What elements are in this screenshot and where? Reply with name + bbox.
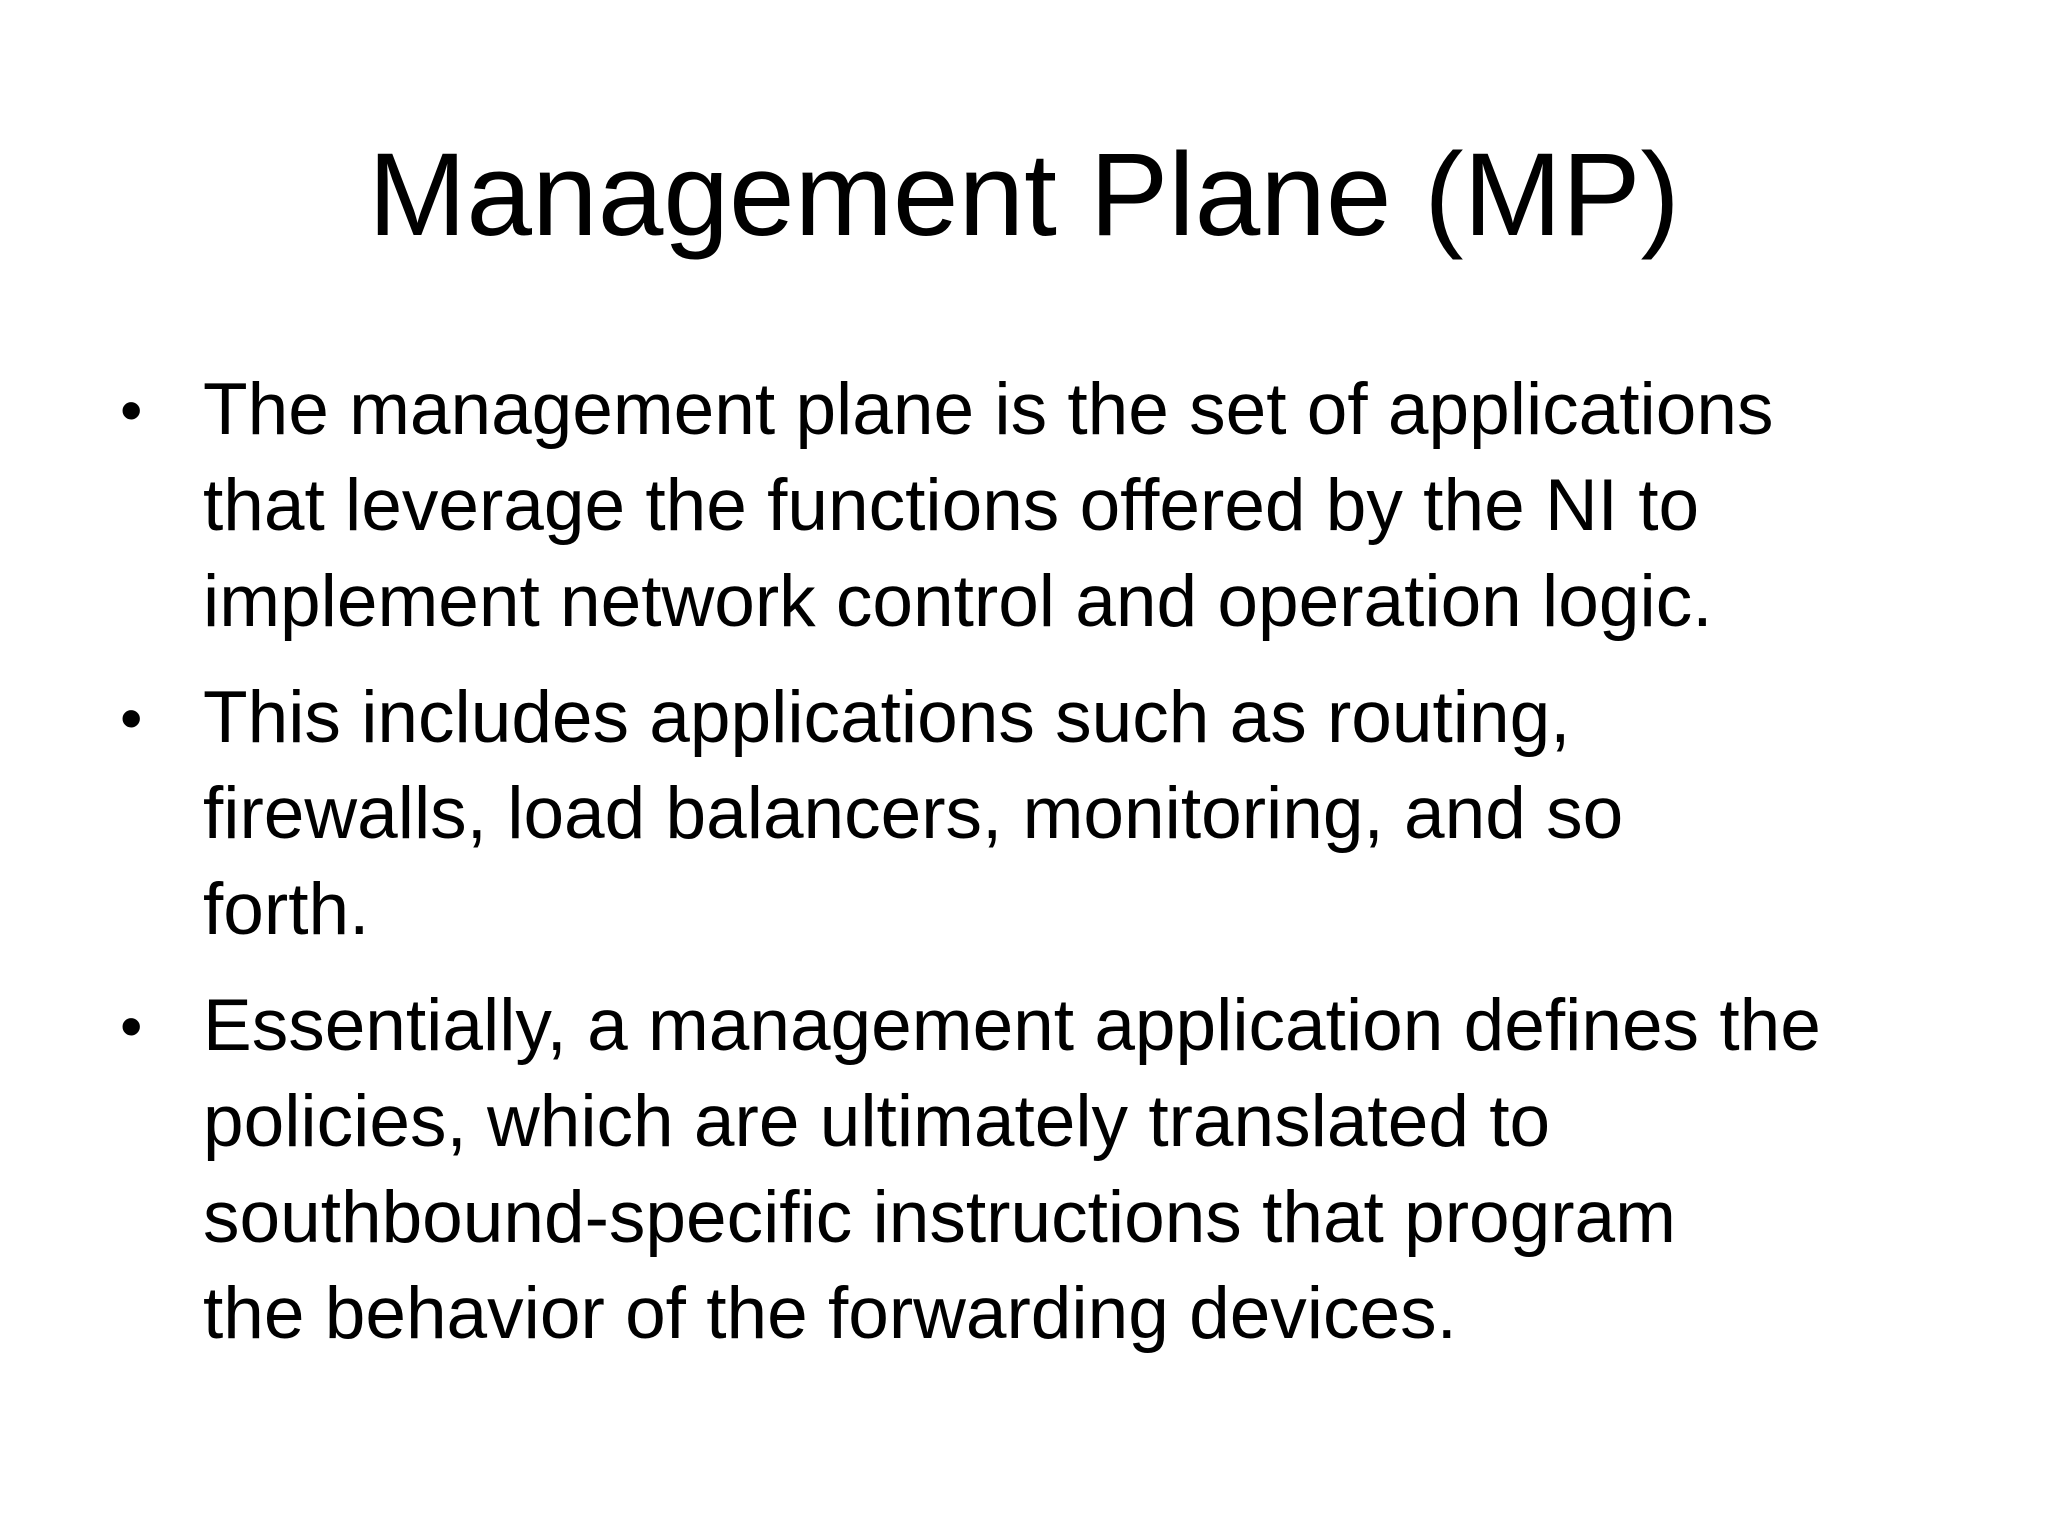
bullet-line: The management plane is the set of applications <box>203 369 1774 450</box>
bullet-line: forth. <box>203 869 370 950</box>
bullet-line: firewalls, load balancers, monitoring, and so <box>203 773 1624 854</box>
bullet-line: southbound-specific instructions that program <box>203 1177 1676 1258</box>
bullet-text <box>203 978 1970 1362</box>
bullet-marker: • <box>120 374 143 446</box>
bullet-line: implement network control and operation logic. <box>203 561 1713 642</box>
bullet-line: that leverage the functions offered by the NI to <box>203 465 1700 546</box>
bullet-line: This includes applications such as routing, <box>203 677 1571 758</box>
bullet-item-3 <box>120 978 1970 1362</box>
bullet-list <box>120 362 1970 1362</box>
bullet-marker: • <box>120 682 143 754</box>
slide-title: Management Plane (MP) <box>368 129 1680 261</box>
bullet-line: policies, which are ultimately translated to <box>203 1081 1551 1162</box>
bullet-line: Essentially, a management application defines the <box>203 985 1821 1066</box>
bullet-item-2 <box>120 670 1970 958</box>
bullet-text <box>203 362 1970 650</box>
bullet-text <box>203 670 1970 958</box>
bullet-line: the behavior of the forwarding devices. <box>203 1273 1457 1354</box>
bullet-marker: • <box>120 990 143 1062</box>
bullet-item-1 <box>120 362 1970 650</box>
